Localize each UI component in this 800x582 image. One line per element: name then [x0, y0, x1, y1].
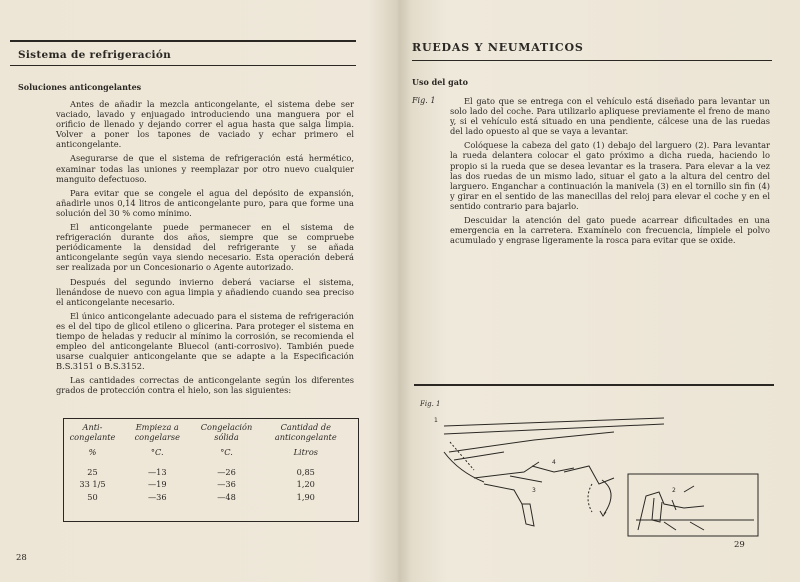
subheading: Soluciones anticongelantes: [18, 82, 142, 92]
table-cell: 25: [87, 466, 98, 477]
table-unit-row: [63, 446, 351, 466]
antifreeze-table: [63, 418, 351, 503]
paragraph: El único anticongelante adecuado para el sistema de refrigeración es el del tipo de glicol etileno o glicerina. Para proteger el sistema en tiempo de heladas y reducir al mínimo la corrosión, se recomienda el empleo del anticongelante Bluecol (anti-corrosivo). También puede usarse cualquier anticongelante que se adapte a la Especificación B.S.3151 o B.S.3152.: [56, 310, 354, 372]
figure-callout: 3: [532, 487, 536, 494]
table-cell: 50: [87, 491, 98, 502]
figure-callout: 4: [552, 459, 556, 466]
table-cell: —26: [217, 466, 236, 477]
table-header: Anti-congelante: [69, 422, 116, 442]
table-cell: 33 1/5: [79, 479, 106, 489]
top-rule: [10, 40, 356, 42]
section-rule: [414, 384, 774, 386]
table-unit: °C.: [150, 447, 164, 457]
table-cell: —13: [147, 466, 167, 477]
jack-illustration: [414, 412, 774, 542]
table-header-row: [63, 418, 351, 446]
subheading: Uso del gato: [412, 77, 468, 87]
figure-caption: Fig. 1: [420, 400, 441, 408]
section-title: Sistema de refrigeración: [18, 49, 172, 61]
table-unit: Litros: [293, 447, 318, 457]
page-number: 29: [734, 540, 745, 550]
table-unit: %: [88, 447, 97, 457]
body-text: [450, 96, 770, 249]
title-rule: [10, 65, 356, 66]
figure-reference: Fig. 1: [412, 96, 436, 105]
paragraph: Las cantidades correctas de anticongelante según los diferentes grados de protección contra el hielo, son las siguientes:: [56, 375, 354, 396]
table-row: [63, 491, 351, 504]
left-page: [0, 0, 396, 582]
page-number: 28: [16, 553, 27, 563]
table-row: [63, 466, 351, 479]
table-unit: °C.: [220, 447, 233, 457]
paragraph: Descuidar la atención del gato puede acarrear dificultades en una emergencia en la carretera. Examínelo con frecuencia, límpiele el polvo acumulado y engrase ligeramente la rosca para evitar que se oxide.: [450, 215, 770, 246]
table-header: Cantidad de anticongelante: [274, 422, 337, 442]
table-header: Congelación sólida: [200, 422, 253, 442]
table-cell: —48: [217, 491, 236, 502]
table-row: [63, 478, 351, 491]
figure-callout: 2: [672, 487, 676, 494]
paragraph: El anticongelante puede permanecer en el sistema de refrigeración durante dos años, siempre que se compruebe periódicamente la densidad del refrigerante y se añada anticongelante según vaya siendo necesario. Esta operación deberá ser realizada por un Concesionario o Agente autorizado.: [56, 222, 354, 273]
paragraph: Después del segundo invierno deberá vaciarse el sistema, llenándose de nuevo con agua limpia y añadiendo cuando sea preciso el anticongelante necesario.: [56, 276, 354, 307]
table-cell: 1,20: [296, 479, 315, 489]
paragraph: Para evitar que se congele el agua del depósito de expansión, añadirle unos 0,14 litros de anticongelante puro, para que forme una solución del 30 % como mínimo.: [56, 187, 354, 218]
paragraph: Antes de añadir la mezcla anticongelante, el sistema debe ser vaciado, lavado y enjuagado introduciendo una manguera por el orificio de llenado y dejando correr el agua hasta que salga limpia. Volver a poner los tapones de vaciado y echar primero el anticongelante.: [56, 99, 354, 150]
table-cell: —36: [217, 479, 236, 489]
title-rule: [412, 60, 772, 61]
paragraph: Colóquese la cabeza del gato (1) debajo del larguero (2). Para levantar la rueda delantera colocar el gato próximo a dicha rueda, haciendo lo propio si la rueda que se desea levantar es la trasera. Para elevar a la vez las dos ruedas de un mismo lado, situar el gato a la altura del centro del larguero. Enganchar a continuación la manivela (3) en el tornillo sin fin (4) y girar en el sentido de las manecillas del reloj para elevar el coche y en el sentido contrario para bajarlo.: [450, 140, 770, 211]
body-text: [56, 99, 354, 400]
chapter-title: RUEDAS Y NEUMATICOS: [412, 41, 584, 54]
paragraph: Asegurarse de que el sistema de refrigeración está hermético, examinar todas las uniones y reemplazar por otro nuevo cualquier manguito defectuoso.: [56, 153, 354, 184]
right-page: [404, 0, 800, 582]
table-cell: 1,90: [296, 491, 315, 502]
table-cell: —36: [147, 491, 167, 502]
paragraph: El gato que se entrega con el vehículo está diseñado para levantar un solo lado del coche. Para utilizarlo apliquese previamente el freno de mano y, si el vehículo está situado en una pendiente, cálcese una de las ruedas del lado opuesto al que se vaya a levantar.: [450, 96, 770, 137]
figure-callout: 1: [434, 417, 438, 424]
table-cell: 0,85: [296, 466, 315, 477]
table-cell: —19: [147, 479, 167, 489]
table-header: Empieza a congelarse: [134, 422, 180, 442]
